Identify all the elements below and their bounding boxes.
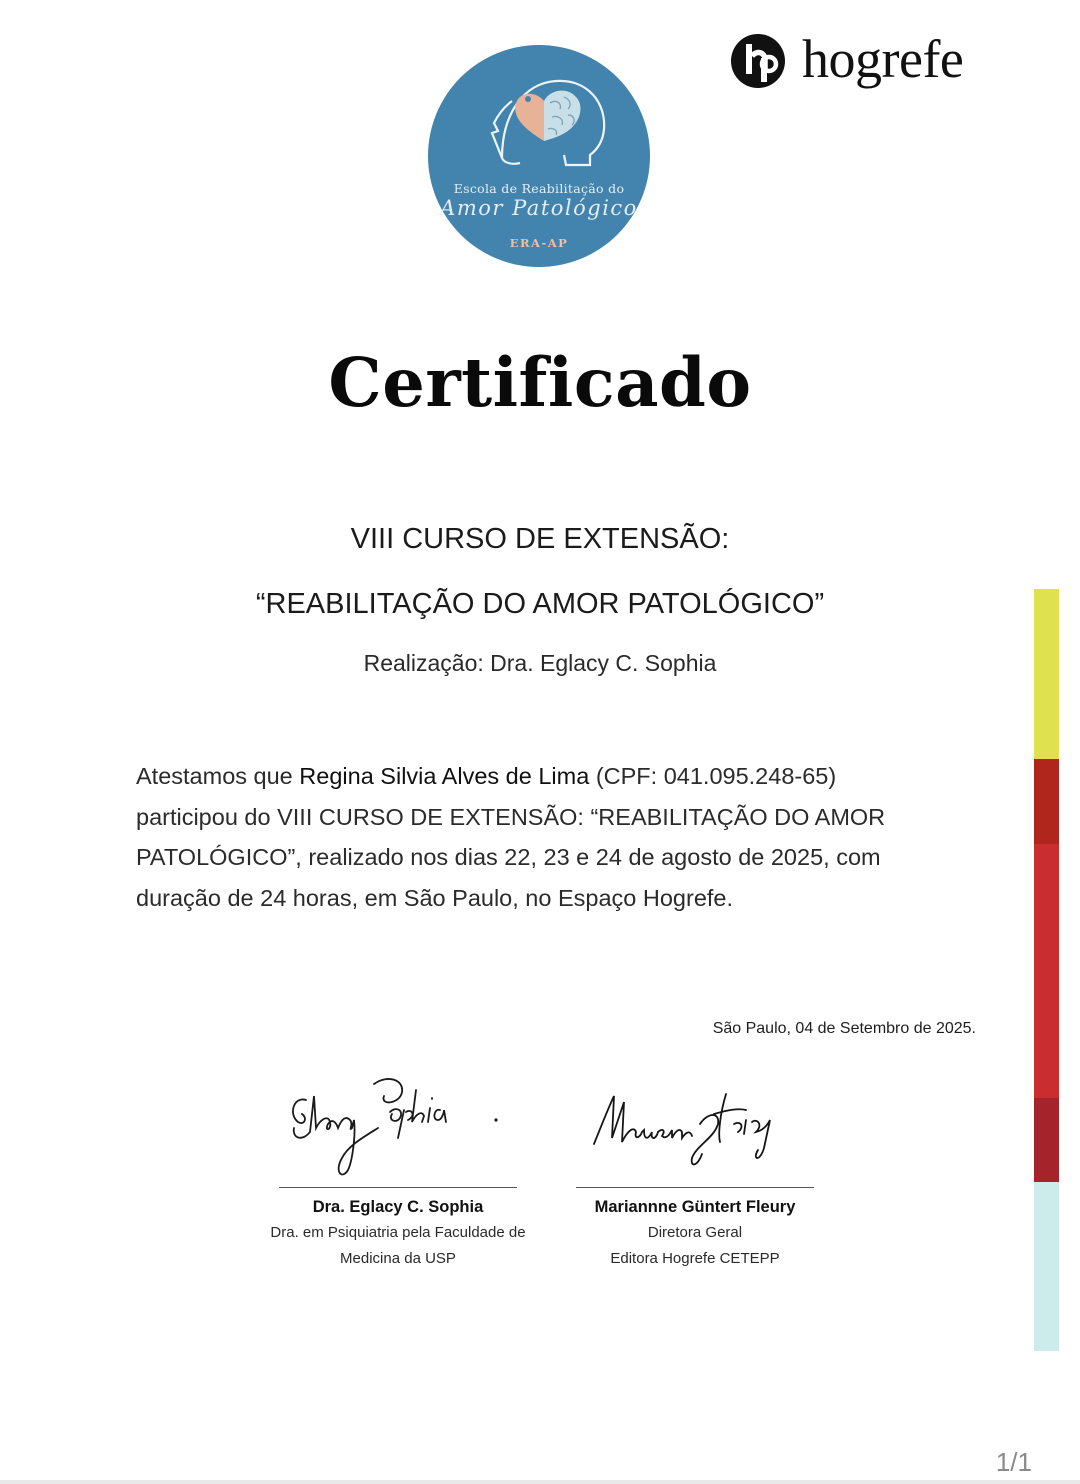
- hogrefe-logo-text: hogrefe: [802, 29, 964, 89]
- issue-date: São Paulo, 04 de Setembro de 2025.: [712, 1020, 976, 1037]
- badge-script-text: Amor Patológico: [440, 196, 638, 220]
- badge-acronym: ERA-AP: [509, 236, 569, 250]
- attestation-paragraph: [136, 756, 966, 918]
- signature-eglacy-image: [284, 1066, 514, 1181]
- course-name: “REABILITAÇÃO DO AMOR PATOLÓGICO”: [255, 588, 825, 620]
- attestation-prefix: Atestamos que: [136, 763, 300, 789]
- attestation-line-4: duração de 24 horas, em São Paulo, no Espaço Hogrefe.: [136, 884, 734, 911]
- stripe-segment-red: [1034, 844, 1059, 1098]
- stripe-segment-yellow: [1034, 589, 1059, 759]
- page-indicator: 1/1: [995, 1447, 1032, 1477]
- badge-school-text: Escola de Reabilitação do: [453, 181, 625, 196]
- signatory-name-right: Mariannne Güntert Fleury: [594, 1198, 796, 1216]
- course-organizer: Realização: Dra. Eglacy C. Sophia: [363, 650, 717, 676]
- era-ap-badge-logo: [428, 45, 650, 267]
- hogrefe-mark-icon: [731, 34, 785, 88]
- attestation-line-2: participou do VIII CURSO DE EXTENSÃO: “REABILITAÇÃO DO AMOR: [136, 803, 886, 830]
- viewer-bottom-bar: [0, 1480, 1080, 1484]
- stripe-segment-crimson: [1034, 1098, 1059, 1182]
- attestation-line-3: PATOLÓGICO”, realizado nos dias 22, 23 e 24 de agosto de 2025, com: [136, 844, 881, 870]
- signatory-role-right-1: Diretora Geral: [647, 1224, 743, 1241]
- signatory-name-left: Dra. Eglacy C. Sophia: [312, 1198, 484, 1216]
- signatory-role-right-2: Editora Hogrefe CETEPP: [610, 1250, 780, 1267]
- certificate-title: Certificado: [328, 343, 752, 422]
- signature-fleury-image: [588, 1084, 788, 1174]
- attestation-line-1: [136, 756, 966, 797]
- participant-name: Regina Silvia Alves de Lima: [299, 763, 590, 789]
- stripe-segment-light-cyan: [1034, 1182, 1059, 1351]
- stripe-segment-dark-red: [1034, 759, 1059, 844]
- head-heart-brain-icon: [428, 45, 650, 267]
- signature-line-left: [279, 1187, 517, 1188]
- signatory-role-left-2: Medicina da USP: [340, 1250, 456, 1267]
- signatory-role-left-1: Dra. em Psiquiatria pela Faculdade de: [270, 1224, 526, 1241]
- course-heading: VIII CURSO DE EXTENSÃO:: [350, 523, 730, 555]
- participant-cpf: (CPF: 041.095.248-65): [589, 763, 837, 789]
- signature-line-right: [576, 1187, 814, 1188]
